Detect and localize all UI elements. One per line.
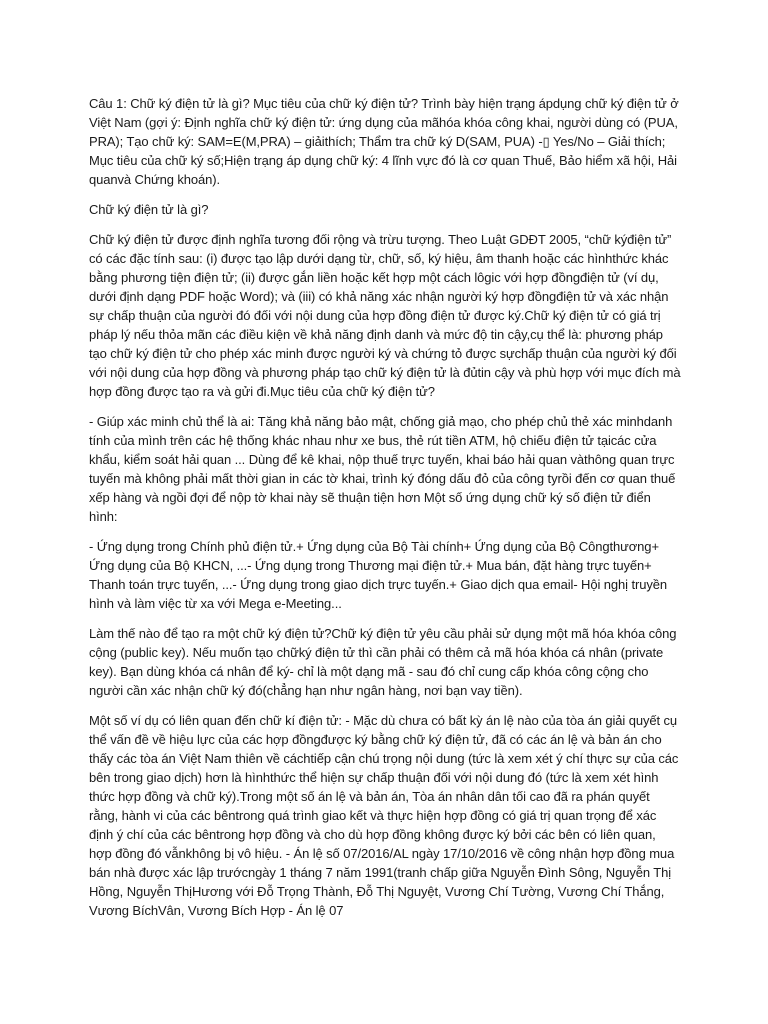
question-paragraph: Câu 1: Chữ ký điện tử là gì? Mục tiêu của chữ ký điện tử? Trình bày hiện trạng ápdụng chữ ký điện tử ở Việt Nam (gợi ý: Định nghĩa chữ ký điện tử: ứng dụng của mãhóa khóa công khai, người dùng có (PUA, PRA); Tạo chữ ký: SAM=E(M,PRA) – giảithích; Thẩm tra chữ ký D(SAM, PUA) -▯ Yes/No – Giải thích; Mục tiêu của chữ ký số;Hiện trạng áp dụng chữ ký: 4 lĩnh vực đó là cơ quan Thuế, Bảo hiểm xã hội, Hải quanvà Chứng khoán). (89, 96, 679, 187)
definition-paragraph: Chữ ký điện tử được định nghĩa tương đối rộng và trừu tượng. Theo Luật GDĐT 2005, “chữ kýđiện tử” có các đặc tính sau: (i) được tạo lập dưới dạng từ, chữ, số, ký hiệu, âm thanh hoặc các hìnhthức khác bằng phương tiện điện tử; (ii) được gắn liền hoặc kết hợp một cách lôgic với hợp đồngđiện tử (ví dụ, dưới định dạng PDF hoặc Word); và (iii) có khả năng xác nhận người ký hợp đồngđiện tử và xác nhận sự chấp thuận của người đó đối với nội dung của hợp đồng điện tử được ký.Chữ ký điện tử có giá trị pháp lý nếu thỏa mãn các điều kiện về khả năng định danh và mức độ tin cậy,cụ thể là: phương pháp tạo chữ ký điện tử cho phép xác minh được người ký và chứng tỏ được sựchấp thuận của người ký đối với nội dung của hợp đồng và phương pháp tạo chữ ký điện tử là đủtin cậy và phù hợp với mục đích mà hợp đồng được tạo ra và gửi đi.Mục tiêu của chữ ký điện tử? (89, 232, 681, 399)
section-heading: Chữ ký điện tử là gì? (89, 202, 209, 217)
purpose-paragraph: - Giúp xác minh chủ thể là ai: Tăng khả năng bảo mật, chống giả mạo, cho phép chủ thẻ xác minhdanh tính của mình trên các hệ thống khác nhau như xe bus, thẻ rút tiền ATM, hộ chiếu điện tử tạicác cửa khẩu, kiểm soát hải quan ... Dùng để kê khai, nộp thuế trực tuyến, khai báo hải quan vàthông quan trực tuyến mà không phải mất thời gian in các tờ khai, trình ký đóng dấu đỏ của công tyrồi đến cơ quan thuế xếp hàng và ngồi đợi để nộp tờ khai này sẽ thuận tiện hơn Một số ứng dụng chữ ký số điện tử điển hình: (89, 414, 676, 524)
document-page (89, 94, 681, 931)
how-to-create-paragraph: Làm thế nào để tạo ra một chữ ký điện tử?Chữ ký điện tử yêu cầu phải sử dụng một mã hóa khóa công cộng (public key). Nếu muốn tạo chữký điện tử thì cần phải có thêm cả mã hóa khóa cá nhân (private key). Bạn dùng khóa cá nhân để ký- chỉ là một dạng mã - sau đó chỉ cung cấp khóa công cộng cho người cần xác nhận chữ ký đó(chẳng hạn như ngân hàng, nơi bạn vay tiền). (89, 626, 677, 698)
applications-paragraph: - Ứng dụng trong Chính phủ điện tử.+ Ứng dụng của Bộ Tài chính+ Ứng dụng của Bộ Côngthương+ Ứng dụng của Bộ KHCN, ...- Ứng dụng trong Thương mại điện tử.+ Mua bán, đặt hàng trực tuyến+ Thanh toán trực tuyến, ...- Ứng dụng trong giao dịch trực tuyến.+ Giao dịch qua email- Hội nghị truyền hình và làm việc từ xa với Mega e-Meeting... (89, 539, 667, 611)
examples-paragraph: Một số ví dụ có liên quan đến chữ kí điện tử: - Mặc dù chưa có bất kỳ án lệ nào của tòa án giải quyết cụ thể vấn đề về hiệu lực của các hợp đồngđược ký bằng chữ ký điện tử, đã có các án lệ và bản án cho thấy các tòa án Việt Nam thiên về cáchtiếp cận chú trọng nội dung (tức là xem xét ý chí thực sự của các bên trong giao dịch) hơn là hìnhthức thể hiện sự chấp thuận đối với nội dung đó (tức là xem xét hình thức hợp đồng và chữ ký).Trong một số án lệ và bản án, Tòa án nhân dân tối cao đã ra phán quyết rằng, hành vi của các bêntrong quá trình giao kết và thực hiện hợp đồng có giá trị quan trọng để xác định ý chí của các bêntrong hợp đồng và cho dù hợp đồng không được ký bởi các bên có liên quan, hợp đồng đó vẫnkhông bị vô hiệu. - Án lệ số 07/2016/AL ngày 17/10/2016 về công nhận hợp đồng mua bán nhà được xác lập trướcngày 1 tháng 7 năm 1991(tranh chấp giữa Nguyễn Đình Sông, Nguyễn Thị Hồng, Nguyễn ThịHương với Đỗ Trọng Thành, Đỗ Thị Nguyệt, Vương Chí Tường, Vương Chí Thắng, Vương BíchVân, Vương Bích Hợp - Án lệ 07 (89, 713, 679, 918)
